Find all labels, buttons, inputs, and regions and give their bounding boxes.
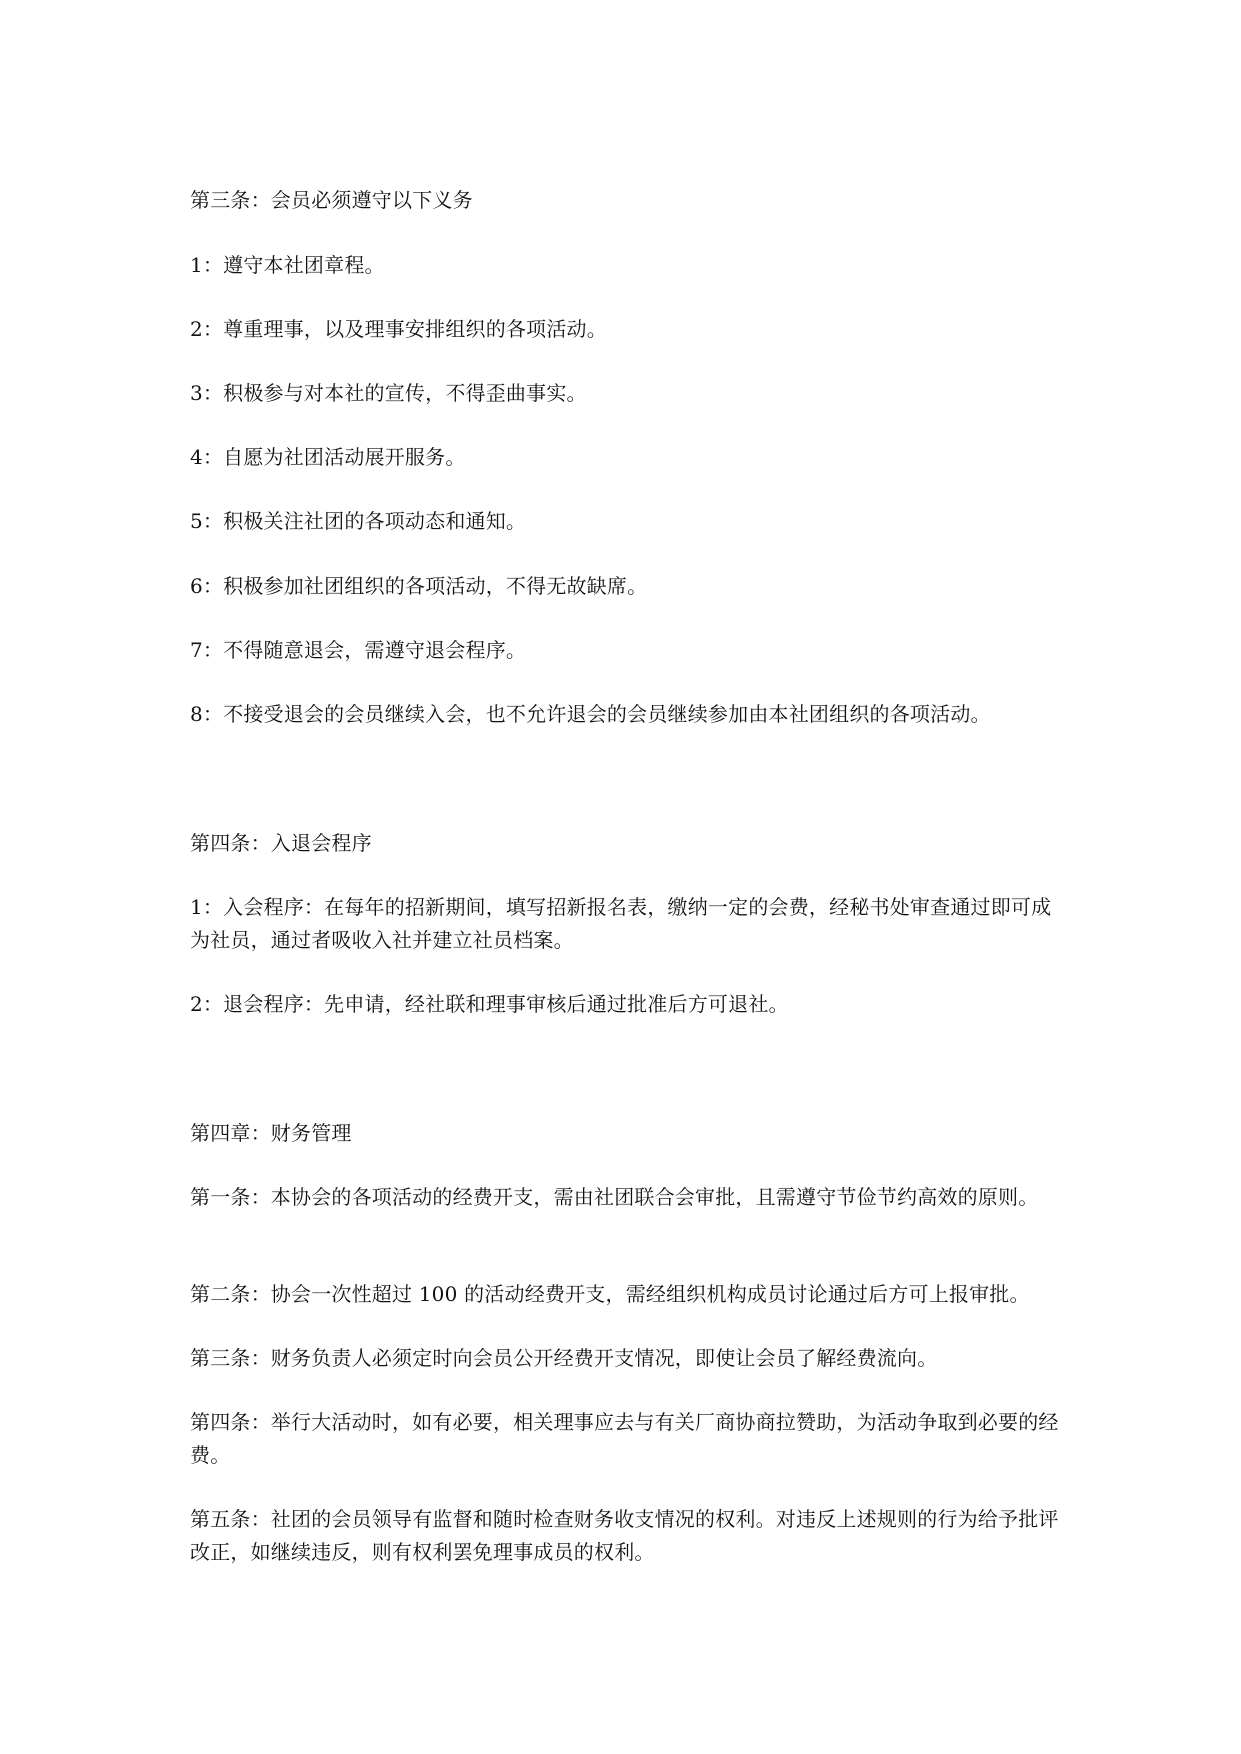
list-item: 8：不接受退会的会员继续入会，也不允许退会的会员继续参加由本社团组织的各项活动。 [190,702,991,726]
section-heading-article-3: 第三条：会员必须遵守以下义务 [190,188,473,212]
list-item: 第四条：举行大活动时，如有必要，相关理事应去与有关厂商协商拉赞助，为活动争取到必要的经费。 [190,1410,1059,1467]
list-item: 第三条：财务负责人必须定时向会员公开经费开支情况，即使让会员了解经费流向。 [190,1346,938,1370]
list-item: 第一条：本协会的各项活动的经费开支，需由社团联合会审批，且需遵守节俭节约高效的原则。 [190,1185,1039,1209]
section-heading-article-4: 第四条：入退会程序 [190,831,372,855]
list-item: 1：入会程序：在每年的招新期间，填写招新报名表，缴纳一定的会费，经秘书处审查通过即可成为社员，通过者吸收入社并建立社员档案。 [190,895,1052,952]
list-item: 2：尊重理事，以及理事安排组织的各项活动。 [190,317,607,341]
list-item: 6：积极参加社团组织的各项活动，不得无故缺席。 [190,574,648,598]
list-item: 2：退会程序：先申请，经社联和理事审核后通过批准后方可退社。 [190,992,789,1016]
list-item: 第五条：社团的会员领导有监督和随时检查财务收支情况的权利。对违反上述规则的行为给予批评改正，如继续违反，则有权利罢免理事成员的权利。 [190,1507,1059,1564]
list-item: 5：积极关注社团的各项动态和通知。 [190,509,527,533]
list-item: 3：积极参与对本社的宣传，不得歪曲事实。 [190,381,587,405]
list-item: 第二条：协会一次性超过 100 的活动经费开支，需经组织机构成员讨论通过后方可上报审批。 [190,1282,1030,1306]
list-item: 1：遵守本社团章程。 [190,253,385,277]
list-item: 4：自愿为社团活动展开服务。 [190,445,466,469]
list-item: 7：不得随意退会，需遵守退会程序。 [190,638,527,662]
chapter-heading-finance: 第四章：财务管理 [190,1121,352,1145]
